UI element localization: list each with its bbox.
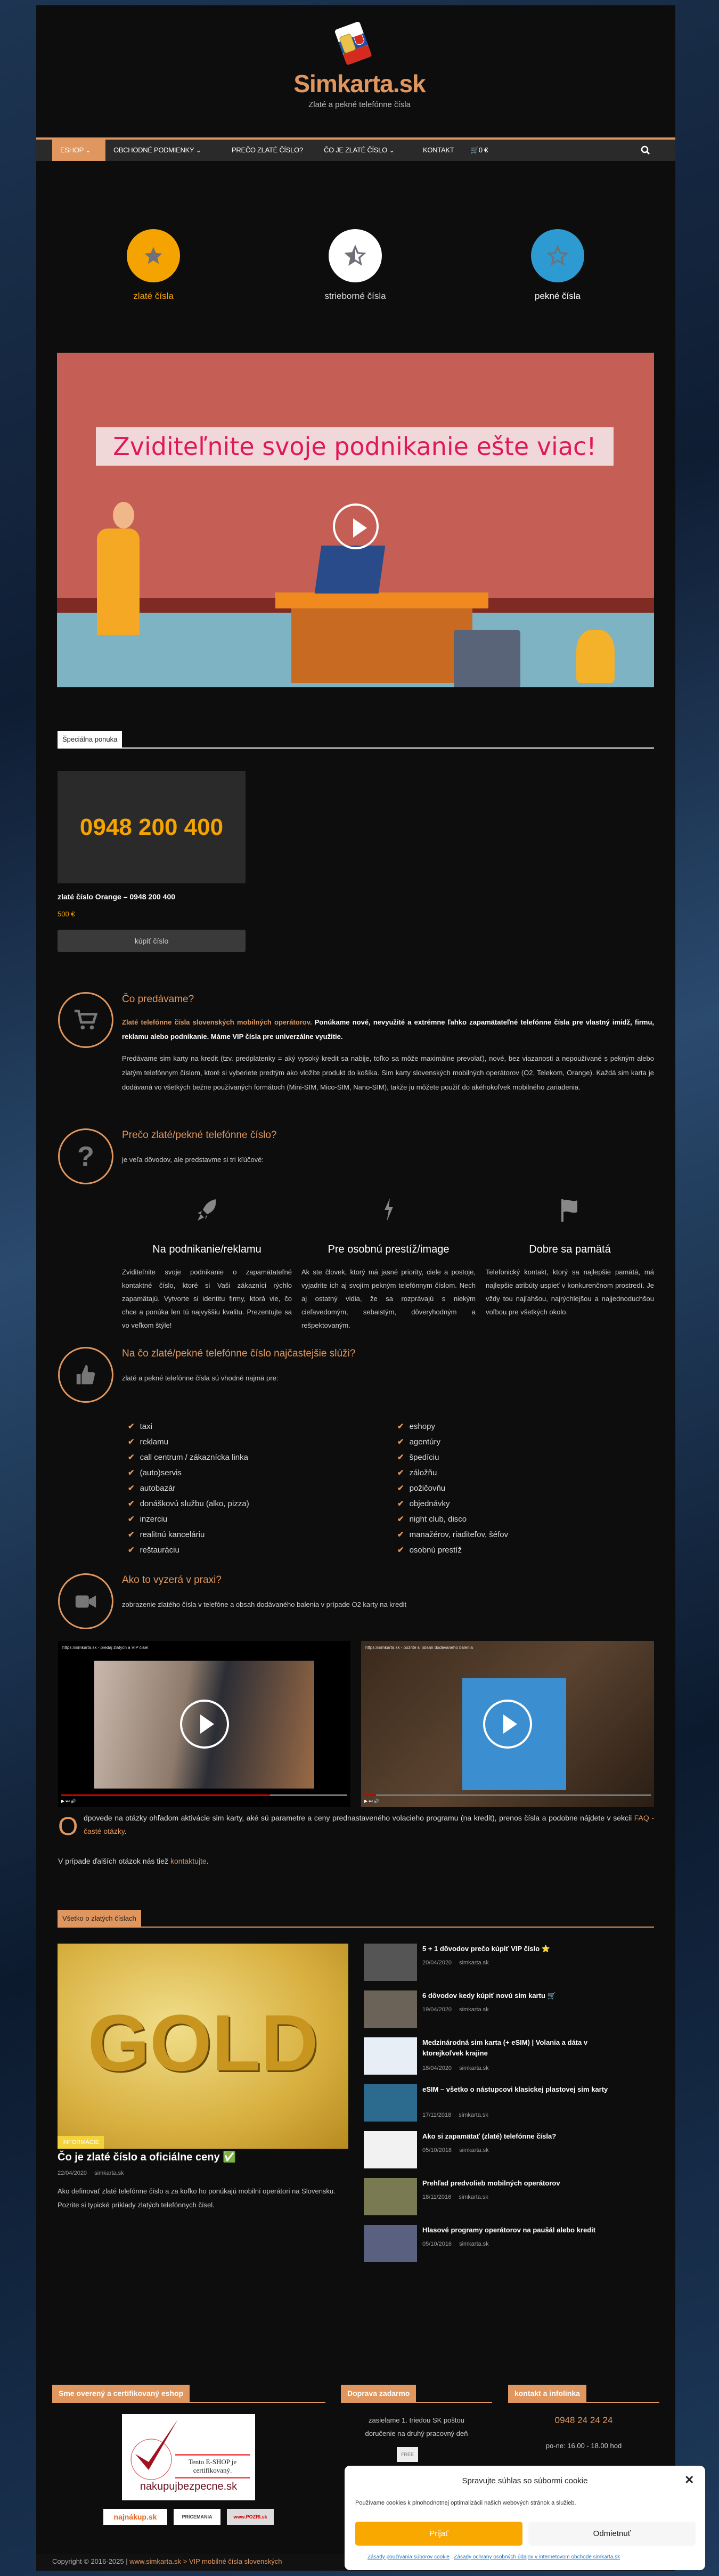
use-item	[128, 1437, 383, 1452]
character-illustration	[97, 529, 140, 635]
nav-label: OBCHODNÉ PODMIENKY	[113, 146, 194, 154]
badge-site: nakupujbezpecne.sk	[140, 2481, 238, 2492]
article-meta	[422, 2194, 488, 2200]
section-intro: zlaté a pekné telefónne čísla sú vhodné najmä pre:	[122, 1374, 279, 1382]
contact-hours: po-ne: 16.00 - 18.00 hod	[545, 2442, 622, 2450]
section-title: Čo predávame?	[122, 994, 194, 1005]
section-title: Na čo zlaté/pekné telefónne číslo najčastejšie slúži?	[122, 1348, 356, 1359]
featured-article-image[interactable]	[58, 1944, 348, 2149]
copyright-text: Copyright © 2016-2025 |	[52, 2557, 130, 2565]
nav-eshop[interactable]	[52, 140, 105, 161]
use-label: manažérov, riaditeľov, šéfov	[409, 1530, 509, 1539]
article-list-item[interactable]	[364, 2131, 654, 2168]
check-icon: ✔	[397, 1468, 404, 1477]
use-item	[397, 1499, 653, 1514]
play-icon[interactable]	[180, 1700, 229, 1749]
use-item	[397, 1437, 653, 1452]
banner-headline: Zviditeľnite svoje podnikanie ešte viac!	[96, 427, 614, 466]
bolt-icon	[376, 1197, 402, 1223]
truck-label: FREE	[397, 2447, 418, 2462]
article-meta	[422, 1960, 489, 1966]
use-label: eshopy	[409, 1422, 435, 1431]
play-icon[interactable]	[483, 1700, 532, 1749]
nav-preco-zlate-cislo[interactable]	[232, 140, 303, 161]
cookie-policy-link[interactable]: Zásady používania súborov cookie	[367, 2554, 450, 2560]
use-item	[128, 1530, 383, 1545]
article-thumbnail[interactable]	[364, 1944, 417, 1981]
use-item	[397, 1530, 653, 1545]
contact-paragraph	[58, 1854, 209, 1868]
nav-cart[interactable]	[470, 140, 488, 161]
contact-text: V prípade ďalších otázok nás tiež	[58, 1857, 170, 1865]
article-thumbnail[interactable]	[364, 2178, 417, 2215]
widget-title: kontakt a infolinka	[508, 2385, 586, 2402]
widget-title: Doprava zadarmo	[341, 2385, 416, 2402]
category-badge[interactable]: INFORMÁCIE	[58, 2136, 104, 2149]
section-intro: je veľa dôvodov, ale predstavme si tri kľúčové:	[122, 1156, 264, 1164]
section-title: Prečo zlaté/pekné telefónne číslo?	[122, 1129, 277, 1141]
section-title: Ako to vyzerá v praxi?	[122, 1574, 222, 1586]
use-label: call centrum / zákaznícka linka	[140, 1453, 248, 1462]
use-item	[397, 1483, 653, 1499]
buy-number-button[interactable]: kúpiť číslo	[58, 930, 246, 952]
article-title[interactable]: eSIM – všetko o nástupcovi klasickej plastovej sim karty	[422, 2085, 608, 2093]
video-title[interactable]: https://simkarta.sk - pozrite si obsah dodávaného balenia	[365, 1645, 473, 1650]
special-offer-tab	[58, 731, 654, 749]
article-author[interactable]: simkarta.sk	[459, 2241, 489, 2247]
feature-title: Dobre sa pamätá	[529, 1244, 611, 1255]
check-icon: ✔	[128, 1453, 135, 1462]
use-label: realitnú kanceláriu	[140, 1530, 205, 1539]
article-list-item[interactable]	[364, 2037, 654, 2075]
gold-text-image: GOLD	[87, 1998, 318, 2087]
check-icon: ✔	[128, 1468, 135, 1477]
play-icon[interactable]	[333, 503, 379, 549]
video-player-phone[interactable]	[58, 1641, 350, 1807]
video-progress-bar[interactable]	[364, 1794, 651, 1796]
cart-icon-ring	[58, 992, 113, 1048]
contact-link[interactable]: kontaktujte	[170, 1857, 207, 1865]
category-label: pekné čísla	[535, 291, 581, 301]
feature-business	[122, 1197, 292, 1332]
article-title[interactable]: Ako si zapamätať (zlaté) telefónne čísla?	[422, 2132, 557, 2140]
feature-memorable	[486, 1197, 654, 1319]
article-author[interactable]: simkarta.sk	[459, 2112, 488, 2118]
article-date: 17/11/2018	[422, 2112, 452, 2118]
check-icon: ✔	[397, 1437, 404, 1447]
footer-shipping-heading	[341, 2385, 492, 2403]
search-icon[interactable]	[641, 145, 650, 155]
faq-link[interactable]: FAQ - časté otázky	[84, 1814, 655, 1835]
check-icon: ✔	[397, 1546, 404, 1555]
product-price: 500 €	[58, 910, 75, 918]
site-tagline: Zlaté a pekné telefónne čísla	[308, 100, 411, 109]
shipping-line: zasielame 1. triedou SK poštou	[369, 2416, 464, 2424]
article-meta	[422, 2065, 489, 2071]
nav-co-je-zlate-cislo[interactable]	[324, 140, 395, 161]
video-controls[interactable]	[364, 1794, 651, 1805]
category-nice[interactable]	[504, 229, 611, 302]
use-item	[397, 1514, 653, 1530]
article-date: 05/10/2016	[422, 2241, 452, 2247]
article-meta	[422, 2147, 489, 2154]
article-meta	[422, 2112, 488, 2118]
use-label: reklamu	[140, 1437, 168, 1447]
article-date: 18/04/2020	[422, 2065, 452, 2071]
category-label: zlaté čísla	[133, 291, 174, 301]
article-title[interactable]: 6 dôvodov kedy kúpiť novú sim kartu 🛒	[422, 1992, 556, 2000]
use-item	[128, 1483, 383, 1499]
check-icon: ✔	[128, 1515, 135, 1524]
use-label: autobazár	[140, 1484, 176, 1493]
feature-prestige	[301, 1197, 476, 1332]
check-icon: ✔	[128, 1530, 135, 1539]
video-controls[interactable]	[61, 1794, 347, 1805]
use-label: taxi	[140, 1422, 152, 1431]
use-item	[397, 1421, 653, 1437]
category-silver[interactable]	[302, 229, 408, 302]
article-title[interactable]: Prehľad predvolieb mobilných operátorov	[422, 2179, 560, 2187]
article-meta	[422, 2006, 489, 2013]
najnakup-logo[interactable]: najnákup.sk	[103, 2509, 167, 2525]
lead-text: Ponúkame nové, nevyužité a extrémne ľahko zapamätateľné telefónne čísla pre vlastný imidž, firmu, reklamu alebo podnikanie. Máme VIP čísla pre univerzálne využitie.	[122, 1018, 654, 1041]
decline-cookies-button[interactable]: Odmietnuť	[528, 2522, 696, 2546]
drop-cap: O	[58, 1813, 78, 1841]
play-pause-icon[interactable]: ▶ ⏭ 🔊	[364, 1799, 379, 1803]
widget-title: Sme overený a certifikovaný eshop	[52, 2385, 190, 2402]
faq-paragraph	[84, 1811, 654, 1838]
shipping-line: doručenie na druhý pracovný deň	[365, 2429, 468, 2437]
use-item	[128, 1514, 383, 1530]
video-title[interactable]: https://simkarta.sk - predaj zlatých a VIP čísel	[62, 1645, 149, 1650]
article-thumbnail[interactable]	[364, 2131, 417, 2168]
desk-illustration	[291, 608, 472, 683]
contact-phone[interactable]: 0948 24 24 24	[554, 2415, 613, 2425]
article-list-item[interactable]	[364, 2084, 654, 2122]
star-half-icon	[329, 229, 382, 282]
use-label: osobnú prestíž	[409, 1546, 462, 1555]
use-item	[128, 1421, 383, 1437]
uses-list-left	[128, 1421, 383, 1561]
article-author[interactable]: simkarta.sk	[459, 2065, 489, 2071]
question-icon: ?	[77, 1141, 94, 1172]
cart-total: 0 €	[478, 146, 488, 154]
badge-text: Tento E-SHOP je certifikovaný.	[175, 2454, 250, 2479]
check-icon: ✔	[397, 1453, 404, 1462]
featured-article-title[interactable]: Čo je zlaté číslo a oficiálne ceny ✅	[58, 2151, 236, 2163]
certified-badge[interactable]	[122, 2414, 255, 2500]
use-item	[397, 1452, 653, 1468]
use-label: agentúry	[409, 1437, 440, 1447]
tab-label: Všetko o zlatých číslach	[58, 1910, 141, 1927]
check-icon: ✔	[397, 1484, 404, 1493]
video-player-package[interactable]	[361, 1641, 654, 1807]
tab-label: Špeciálna ponuka	[58, 731, 122, 747]
pricemania-logo[interactable]: PRICEMANIA	[174, 2509, 220, 2525]
punct: .	[206, 1857, 209, 1865]
feature-text: Zviditeľnite svoje podnikanie o zapamätateľné kontaktné číslo, ktoré si Vaši zákazníci rýchlo zapamätajú. Vytvorte si identitu firmy, ktorá vie, čo chce a ponúka len tú najvyššiu kvalitu. Prezentujte sa vo veľkom štýle!	[122, 1268, 292, 1329]
article-date: 18/11/2016	[422, 2194, 452, 2200]
video-progress-bar[interactable]	[61, 1794, 347, 1796]
check-icon: ✔	[128, 1437, 135, 1447]
use-label: donáškovú službu (alko, pizza)	[140, 1499, 249, 1508]
punct: .	[124, 1827, 127, 1835]
check-icon: ✔	[397, 1499, 404, 1508]
nav-label: ČO JE ZLATÉ ČÍSLO	[324, 146, 387, 154]
article-date: 19/04/2020	[422, 2006, 452, 2013]
what-body: Predávame sim karty na kredit (tzv. predplatenky = aký vysoký kredit sa nabije, toľko sa môže maximálne prevolať), nové, bez viazanosti a nepoužívané s pekným alebo zlatým telefónnym číslom, ktoré si vyberiete predtým ako vložíte produkt do košíka. Sim karty slovenských mobilných operátorov (O2, Telekom, Orange). Každá sim karta je dodávaná vo všetkých bežne používaných formátoch (Mini-SIM, Mico-SIM, Nano-SIM), takže ju môžete použiť do akéhokoľvek mobilného zariadenia.	[122, 1054, 654, 1091]
article-thumbnail[interactable]	[364, 1990, 417, 2028]
article-list-item[interactable]	[364, 1944, 654, 1981]
article-date: 22/04/2020	[58, 2170, 87, 2176]
product-image[interactable]	[58, 771, 246, 883]
lead-highlight: Zlaté telefónne čísla slovenských mobilných operátorov.	[122, 1018, 312, 1026]
site-title[interactable]: Simkarta.sk	[293, 70, 426, 97]
article-author[interactable]: simkarta.sk	[459, 2006, 489, 2013]
article-author[interactable]: simkarta.sk	[459, 2194, 488, 2200]
copyright	[52, 2557, 282, 2565]
article-list-item[interactable]	[364, 2178, 654, 2215]
briefcase-illustration	[454, 630, 520, 687]
use-item	[128, 1499, 383, 1514]
nav-label: ESHOP	[60, 146, 84, 154]
use-label: objednávky	[409, 1499, 450, 1508]
article-thumbnail[interactable]	[364, 2225, 417, 2262]
sim-card-logo[interactable]	[334, 21, 372, 65]
article-thumbnail[interactable]	[364, 2037, 417, 2075]
chevron-down-icon: ⌄	[85, 146, 91, 154]
use-item	[128, 1468, 383, 1483]
nav-obchodne-podmienky[interactable]	[113, 140, 201, 161]
thumbs-up-icon	[73, 1363, 98, 1387]
check-icon: ✔	[397, 1515, 404, 1524]
feature-text: Telefonický kontakt, ktorý sa najlepšie pamätá, má najlepšie atribúty uspieť v konkurenčnom prostredí. Je vždy tou najľahšou, najrýchlejšou a najjednoduchšou voľbou pre všetkých okolo.	[486, 1268, 654, 1316]
use-label: inzerciu	[140, 1515, 168, 1524]
question-icon-ring	[58, 1128, 113, 1184]
chevron-down-icon: ⌄	[389, 146, 395, 154]
use-label: night club, disco	[409, 1515, 467, 1524]
thumbs-up-icon-ring	[58, 1347, 113, 1403]
cart-icon: 🛒	[470, 146, 479, 154]
feature-title: Pre osobnú prestíž/image	[328, 1244, 450, 1255]
check-icon: ✔	[397, 1530, 404, 1539]
star-icon	[127, 229, 180, 282]
truck-icon	[397, 2447, 426, 2467]
accept-cookies-button[interactable]: Prijať	[355, 2522, 522, 2546]
use-item	[128, 1545, 383, 1561]
use-item	[397, 1468, 653, 1483]
cookie-consent-dialog	[345, 2466, 705, 2570]
check-icon: ✔	[128, 1484, 135, 1493]
footer-contact-heading	[508, 2385, 659, 2403]
what-lead	[122, 1015, 654, 1044]
promo-video[interactable]	[57, 353, 654, 687]
articles-tab	[58, 1910, 654, 1928]
video-icon-ring	[58, 1573, 113, 1629]
article-author[interactable]: simkarta.sk	[459, 1960, 489, 1966]
check-icon: ✔	[128, 1546, 135, 1555]
close-icon[interactable]: ✕	[684, 2473, 695, 2486]
vase-illustration	[576, 630, 615, 683]
nav-kontakt[interactable]	[423, 140, 454, 161]
nav-label: KONTAKT	[423, 146, 454, 154]
check-icon: ✔	[128, 1499, 135, 1508]
article-title[interactable]: Medzinárodná sim karta (+ eSIM) | Volania a dáta v ktorejkoľvek krajine	[422, 2038, 588, 2057]
use-label: reštauráciu	[140, 1546, 179, 1555]
article-meta	[422, 2241, 489, 2247]
use-label: požičovňu	[409, 1484, 446, 1493]
footer-certified-heading	[52, 2385, 325, 2403]
article-title[interactable]: Hlasové programy operátorov na paušál alebo kredit	[422, 2226, 596, 2234]
flag-icon	[557, 1197, 583, 1223]
category-gold[interactable]	[100, 229, 207, 302]
check-icon: ✔	[397, 1422, 404, 1431]
product-image-number: 0948 200 400	[79, 814, 224, 840]
use-item	[128, 1452, 383, 1468]
video-camera-icon	[73, 1589, 98, 1614]
faq-text: dpovede na otázky ohľadom aktivácie sim karty, aké sú parametre a ceny prednastaveného volacieho programu (na kredit), prenos čísla a podobne nájdete v sekcii	[84, 1814, 634, 1822]
main-navigation	[36, 137, 675, 161]
pozri-logo[interactable]: www.POZRI.sk	[227, 2509, 274, 2525]
use-label: záložňu	[409, 1468, 437, 1477]
feature-text: Ak ste človek, ktorý má jasné priority, ciele a postoje, vyjadrite ich aj svojím pekným telefónnym číslom. Nech aj ostatný vidia, že sa rozprávajú s niekým cieľavedomým, sebaistým, dôveryhodným a rešpektovaným.	[301, 1268, 476, 1329]
article-author[interactable]: simkarta.sk	[459, 2147, 489, 2154]
star-outline-icon	[531, 229, 584, 282]
product-title[interactable]: zlaté číslo Orange – 0948 200 400	[58, 892, 176, 901]
shipping-info	[341, 2414, 492, 2440]
article-title[interactable]: 5 + 1 dôvodov prečo kúpiť VIP číslo ⭐	[422, 1945, 550, 1953]
uses-list-right	[397, 1421, 653, 1561]
privacy-policy-link[interactable]: Zásady ochrany osobných údajov v internetovom obchode simkarta.sk	[454, 2554, 620, 2560]
article-list-item[interactable]	[364, 2225, 654, 2262]
rocket-icon	[194, 1197, 220, 1223]
cookie-text: Používame cookies k plnohodnotnej optimalizácii našich webových stránok a služieb.	[355, 2500, 576, 2506]
article-thumbnail[interactable]	[364, 2084, 417, 2122]
article-date: 20/04/2020	[422, 1960, 452, 1966]
use-label: (auto)servis	[140, 1468, 182, 1477]
check-icon: ✔	[128, 1422, 135, 1431]
use-label: špedíciu	[409, 1453, 439, 1462]
article-author[interactable]: simkarta.sk	[94, 2170, 124, 2176]
feature-title: Na podnikanie/reklamu	[152, 1244, 262, 1255]
use-item	[397, 1545, 653, 1561]
copyright-link[interactable]: www.simkarta.sk > VIP mobilné čísla slovenských	[129, 2557, 282, 2565]
category-label: strieborné čísla	[324, 291, 386, 301]
chevron-down-icon: ⌄	[195, 146, 202, 154]
featured-article-excerpt: Ako definovať zlaté telefónne číslo a za koľko ho ponúkajú mobilní operátori na Slovensku. Pozrite si typické príklady zlatých telefónnych čísel.	[58, 2187, 336, 2209]
cart-icon	[73, 1008, 98, 1033]
article-date: 05/10/2018	[422, 2147, 452, 2154]
featured-article-meta	[58, 2170, 124, 2176]
article-list-item[interactable]	[364, 1990, 654, 2028]
play-pause-icon[interactable]: ▶ ⏭ 🔊	[61, 1799, 76, 1803]
section-intro: zobrazenie zlatého čísla v telefóne a obsah dodávaného balenia v prípade O2 karty na kredit	[122, 1600, 407, 1608]
nav-label: PREČO ZLATÉ ČÍSLO?	[232, 146, 303, 154]
cookie-title: Spravujte súhlas so súbormi cookie	[462, 2476, 588, 2485]
